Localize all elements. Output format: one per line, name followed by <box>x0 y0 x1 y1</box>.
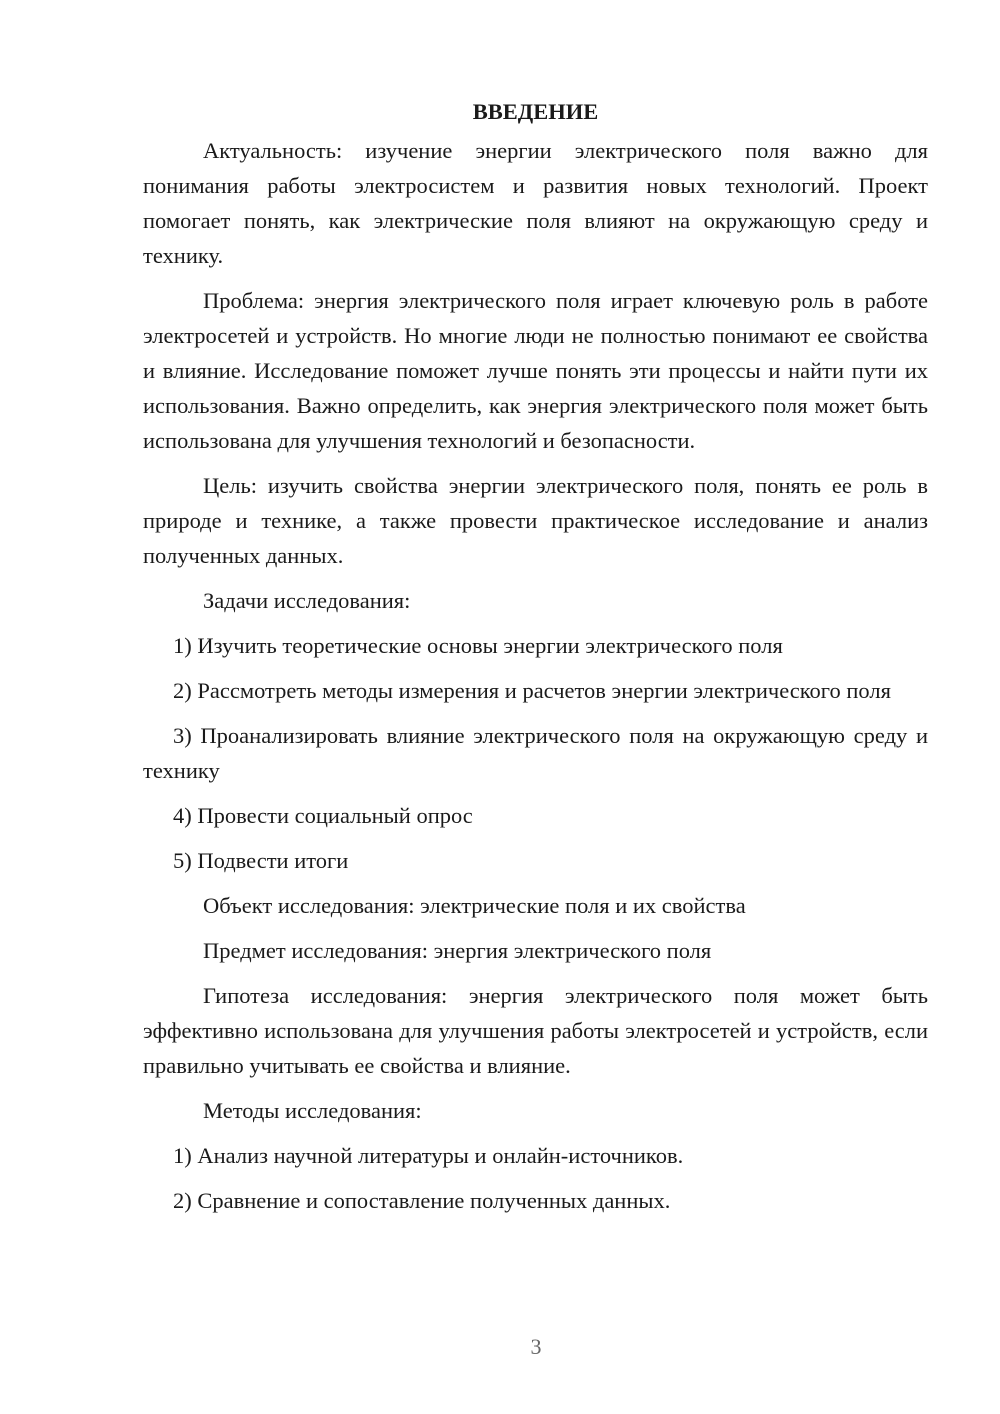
goal-paragraph: Цель: изучить свойства энергии электрического поля, понять ее роль в природе и технике, а также провести практическое исследование и анализ полученных данных. <box>143 473 928 568</box>
tasks-label: Задачи исследования: <box>203 588 411 613</box>
task-item: 5) Подвести итоги <box>173 848 349 873</box>
page-content <box>143 97 928 1228</box>
method-item: 2) Сравнение и сопоставление полученных данных. <box>173 1188 671 1213</box>
task-item: 3) Проанализировать влияние электрического поля на окружающую среду и технику <box>143 723 928 783</box>
hypothesis-paragraph: Гипотеза исследования: энергия электрического поля может быть эффективно использована для улучшения работы электросетей и устройств, если правильно учитывать ее свойства и влияние. <box>143 983 928 1078</box>
page-number: 3 <box>530 1334 542 1359</box>
methods-list <box>143 1138 928 1218</box>
methods-label: Методы исследования: <box>203 1098 422 1123</box>
relevance-paragraph: Актуальность: изучение энергии электрического поля важно для понимания работы электросистем и развития новых технологий. Проект помогает понять, как электрические поля влияют на окружающую среду и технику. <box>143 138 928 268</box>
page-title: ВВЕДЕНИЕ <box>472 99 599 124</box>
research-object: Объект исследования: электрические поля и их свойства <box>203 893 746 918</box>
method-item: 1) Анализ научной литературы и онлайн-источников. <box>173 1143 684 1168</box>
problem-paragraph: Проблема: энергия электрического поля играет ключевую роль в работе электросетей и устройств. Но многие люди не полностью понимают ее свойства и влияние. Исследование поможет лучше понять эти процессы и найти пути их использования. Важно определить, как энергия электрического поля может быть использована для улучшения технологий и безопасности. <box>143 288 928 453</box>
task-item: 4) Провести социальный опрос <box>173 803 473 828</box>
research-subject: Предмет исследования: энергия электрического поля <box>203 938 712 963</box>
tasks-list <box>143 628 928 878</box>
task-item: 2) Рассмотреть методы измерения и расчетов энергии электрического поля <box>173 678 891 703</box>
task-item: 1) Изучить теоретические основы энергии электрического поля <box>173 633 783 658</box>
